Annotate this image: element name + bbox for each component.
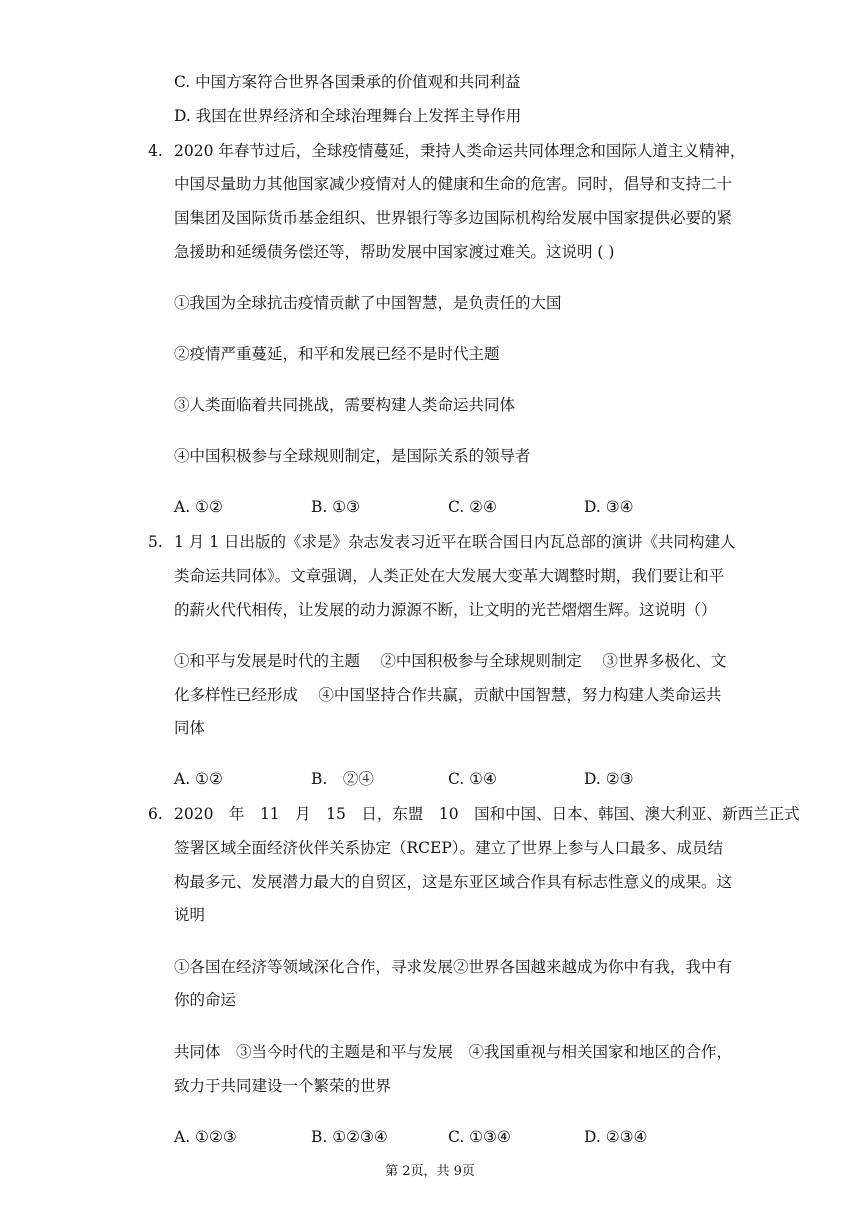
question-stem-line: 类命运共同体》。文章强调，人类正处在大发展大变革大调整时期，我们要让和平 bbox=[174, 567, 725, 585]
answer-options bbox=[174, 768, 714, 790]
question-stem-line: 说明 bbox=[174, 906, 206, 924]
statement: ③人类面临着共同挑战，需要构建人类命运共同体 bbox=[174, 396, 516, 414]
option-c[interactable]: C. ①③④ bbox=[448, 1128, 511, 1146]
question-stem-line: 签署区域全面经济伙伴关系协定（RCEP）。建立了世界上参与人口最多、成员结 bbox=[174, 839, 724, 857]
option-b[interactable]: B. ②④ bbox=[311, 770, 374, 788]
option-a[interactable]: A. ①② bbox=[174, 498, 223, 516]
option-c[interactable]: C. ②④ bbox=[448, 498, 497, 516]
statement: 共同体 ③当今时代的主题是和平与发展 ④我国重视与相关国家和地区的合作， bbox=[174, 1043, 733, 1061]
question-stem-line: 2020 年春节过后，全球疫情蔓延，秉持人类命运共同体理念和国际人道主义精神， bbox=[174, 142, 746, 160]
statement: 致力于共同建设一个繁荣的世界 bbox=[174, 1077, 392, 1095]
statement: 同体 bbox=[174, 719, 206, 737]
question-stem-line: 构最多元、发展潜力最大的自贸区，这是东亚区域合作具有标志性意义的成果。这 bbox=[174, 873, 733, 891]
question-number: 6. bbox=[148, 805, 163, 823]
option-c[interactable]: C. ①④ bbox=[448, 770, 497, 788]
option-b[interactable]: B. ①③ bbox=[311, 498, 361, 516]
statement: ①和平与发展是时代的主题 ②中国积极参与全球规则制定 ③世界多极化、文 bbox=[174, 652, 727, 670]
question-stem-line: 急援助和延缓债务偿还等，帮助发展中国家渡过难关。这说明 ( ) bbox=[174, 243, 615, 261]
question-stem-line: 中国尽量助力其他国家减少疫情对人的健康和生命的危害。同时，倡导和支持二十 bbox=[174, 175, 733, 193]
statement: ①我国为全球抗击疫情贡献了中国智慧，是负责任的大国 bbox=[174, 294, 562, 312]
statement: 化多样性已经形成 ④中国坚持合作共赢，贡献中国智慧，努力构建人类命运共 bbox=[174, 686, 722, 704]
statement: ②疫情严重蔓延，和平和发展已经不是时代主题 bbox=[174, 345, 500, 363]
option-a[interactable]: A. ①②③ bbox=[174, 1128, 237, 1146]
page-footer: 第 2页，共 9页 bbox=[385, 1164, 475, 1179]
question-number: 5. bbox=[148, 533, 163, 551]
question-number: 4. bbox=[148, 142, 163, 160]
statement: ①各国在经济等领域深化合作，寻求发展②世界各国越来越成为你中有我，我中有 bbox=[174, 958, 733, 976]
option-b[interactable]: B. ①②③④ bbox=[311, 1128, 388, 1146]
question-stem-line: 的薪火代代相传，让发展的动力源源不断，让文明的光芒熠熠生辉。这说明（） bbox=[174, 601, 717, 619]
option-d[interactable]: D. ③④ bbox=[584, 498, 634, 516]
question-stem-line: 1 月 1 日出版的《求是》杂志发表习近平在联合国日内瓦总部的演讲《共同构建人 bbox=[174, 533, 736, 551]
statement: 你的命运 bbox=[174, 991, 237, 1009]
option-d[interactable]: D. ②③④ bbox=[584, 1128, 648, 1146]
question-stem-line: 国集团及国际货币基金组织、世界银行等多边国际机构给发展中国家提供必要的紧 bbox=[174, 209, 733, 227]
statement: ④中国积极参与全球规则制定，是国际关系的领导者 bbox=[174, 447, 531, 465]
option-a[interactable]: A. ①② bbox=[174, 770, 223, 788]
answer-options bbox=[174, 1126, 714, 1148]
q3-option-d: D. 我国在世界经济和全球治理舞台上发挥主导作用 bbox=[174, 107, 522, 125]
option-d[interactable]: D. ②③ bbox=[584, 770, 634, 788]
q3-option-c: C. 中国方案符合世界各国秉承的价值观和共同利益 bbox=[174, 73, 521, 91]
answer-options bbox=[174, 496, 714, 518]
question-stem-line: 2020 年 11 月 15 日，东盟 10 国和中国、日本、韩国、澳大利亚、新西兰正式 bbox=[174, 805, 800, 823]
